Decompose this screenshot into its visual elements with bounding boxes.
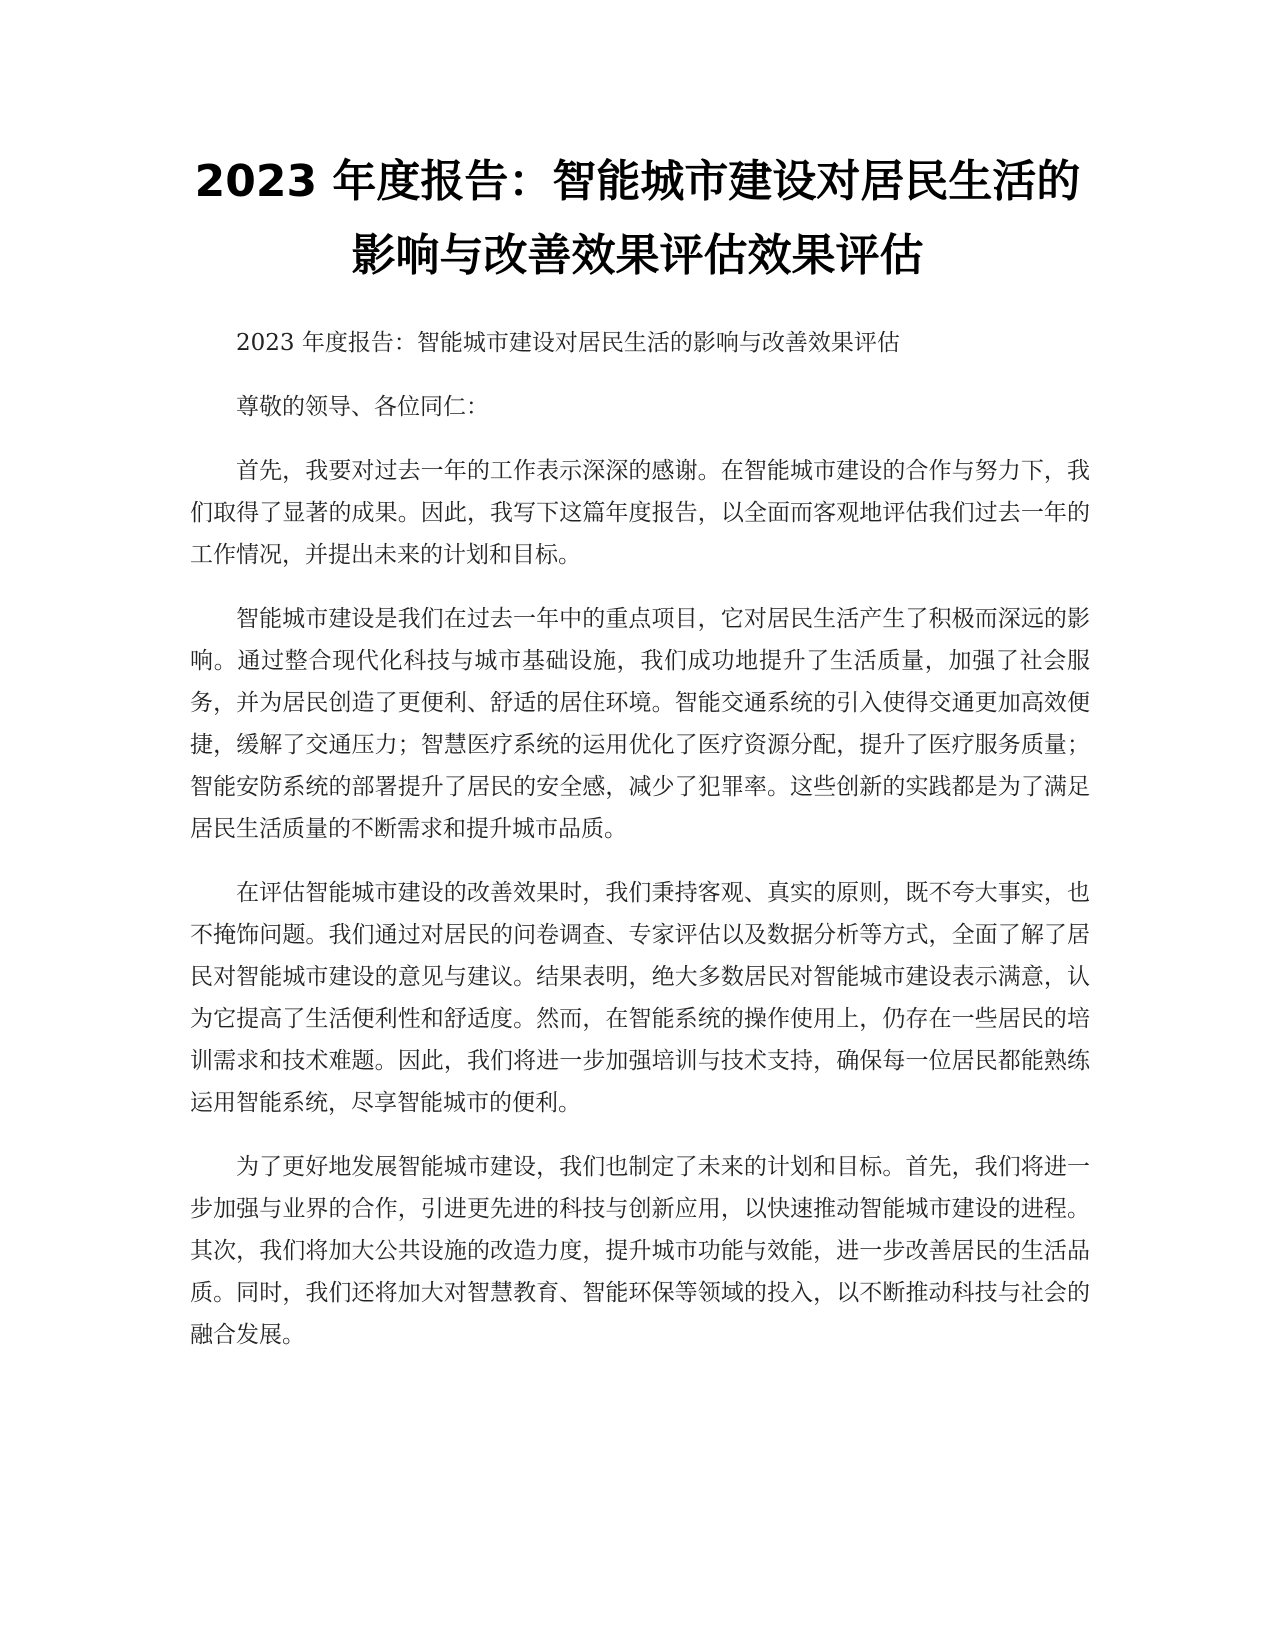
paragraph-evaluation: 在评估智能城市建设的改善效果时，我们秉持客观、真实的原则，既不夸大事实，也不掩饰问题。我们通过对居民的问卷调查、专家评估以及数据分析等方式，全面了解了居民对智能城市建设的意见与建议。结果表明，绝大多数居民对智能城市建设表示满意，认为它提高了生活便利性和舒适度。然而，在智能系统的操作使用上，仍存在一些居民的培训需求和技术难题。因此，我们将进一步加强培训与技术支持，确保每一位居民都能熟练运用智能系统，尽享智能城市的便利。 [190, 880, 1090, 1116]
title-line-2: 影响与改善效果评估效果评估 [351, 230, 924, 281]
paragraph-salutation: 尊敬的领导、各位同仁： [236, 394, 489, 420]
paragraph-introduction: 首先，我要对过去一年的工作表示深深的感谢。在智能城市建设的合作与努力下，我们取得了显著的成果。因此，我写下这篇年度报告，以全面而客观地评估我们过去一年的工作情况，并提出未来的计划和目标。 [190, 458, 1090, 568]
document-body [190, 322, 1090, 1378]
page-title [150, 145, 1125, 293]
paragraph-subtitle: 2023 年度报告：智能城市建设对居民生活的影响与改善效果评估 [236, 330, 900, 356]
title-line-1: 2023 年度报告：智能城市建设对居民生活的 [194, 156, 1081, 207]
paragraph-future-plans: 为了更好地发展智能城市建设，我们也制定了未来的计划和目标。首先，我们将进一步加强与业界的合作，引进更先进的科技与创新应用，以快速推动智能城市建设的进程。其次，我们将加大公共设施的改造力度，提升城市功能与效能，进一步改善居民的生活品质。同时，我们还将加大对智慧教育、智能环保等领域的投入，以不断推动科技与社会的融合发展。 [190, 1154, 1090, 1348]
paragraph-project-impact: 智能城市建设是我们在过去一年中的重点项目，它对居民生活产生了积极而深远的影响。通过整合现代化科技与城市基础设施，我们成功地提升了生活质量，加强了社会服务，并为居民创造了更便利、舒适的居住环境。智能交通系统的引入使得交通更加高效便捷，缓解了交通压力；智慧医疗系统的运用优化了医疗资源分配，提升了医疗服务质量；智能安防系统的部署提升了居民的安全感，减少了犯罪率。这些创新的实践都是为了满足居民生活质量的不断需求和提升城市品质。 [190, 606, 1090, 842]
